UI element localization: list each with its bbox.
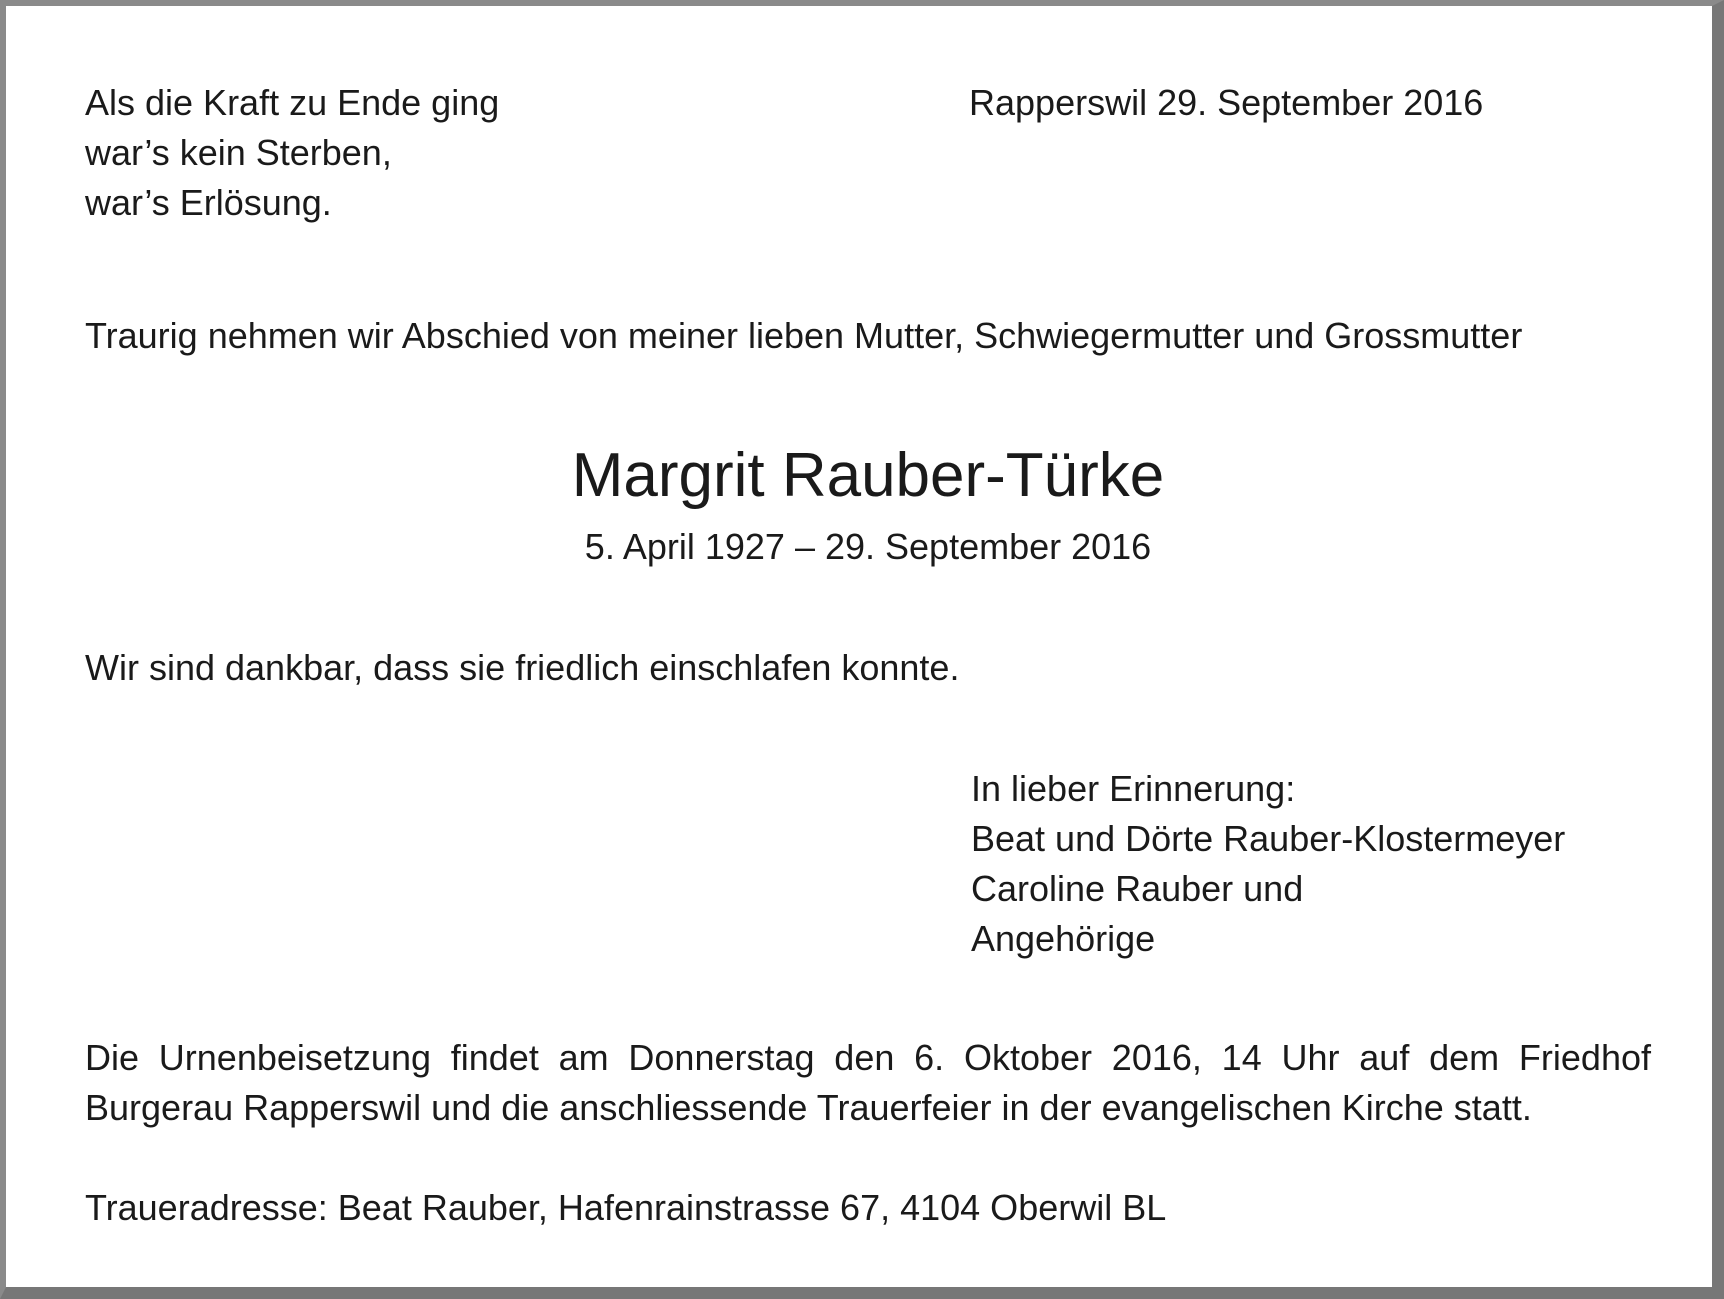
thanks-text: Wir sind dankbar, dass sie friedlich einschlafen konnte.	[85, 647, 960, 688]
deceased-name: Margrit Rauber-Türke	[571, 441, 1165, 510]
mourners-heading: In lieber Erinnerung:	[971, 768, 1296, 809]
ceremony-info	[85, 1033, 1651, 1133]
mourners-list	[971, 764, 1565, 964]
poem-line: war’s Erlösung.	[85, 182, 332, 223]
place-date: Rapperswil 29. September 2016	[969, 82, 1484, 123]
poem-line: war’s kein Sterben,	[85, 132, 392, 173]
mourner-entry: Angehörige	[971, 918, 1156, 959]
ceremony-line: Die Urnenbeisetzung findet am Donnerstag den 6. Oktober 2016, 14 Uhr auf dem Friedhof	[85, 1037, 1651, 1078]
poem	[85, 78, 499, 228]
mourning-address: Traueradresse: Beat Rauber, Hafenrainstrasse 67, 4104 Oberwil BL	[85, 1187, 1167, 1228]
intro-text: Traurig nehmen wir Abschied von meiner lieben Mutter, Schwiegermutter und Grossmutter	[85, 315, 1523, 356]
poem-line: Als die Kraft zu Ende ging	[85, 82, 500, 123]
mourner-entry: Caroline Rauber und	[971, 868, 1304, 909]
lifespan: 5. April 1927 – 29. September 2016	[584, 526, 1152, 567]
ceremony-line: Burgerau Rapperswil und die anschliessende Trauerfeier in der evangelischen Kirche statt.	[85, 1087, 1532, 1128]
mourner-entry: Beat und Dörte Rauber-Klostermeyer	[971, 818, 1566, 859]
